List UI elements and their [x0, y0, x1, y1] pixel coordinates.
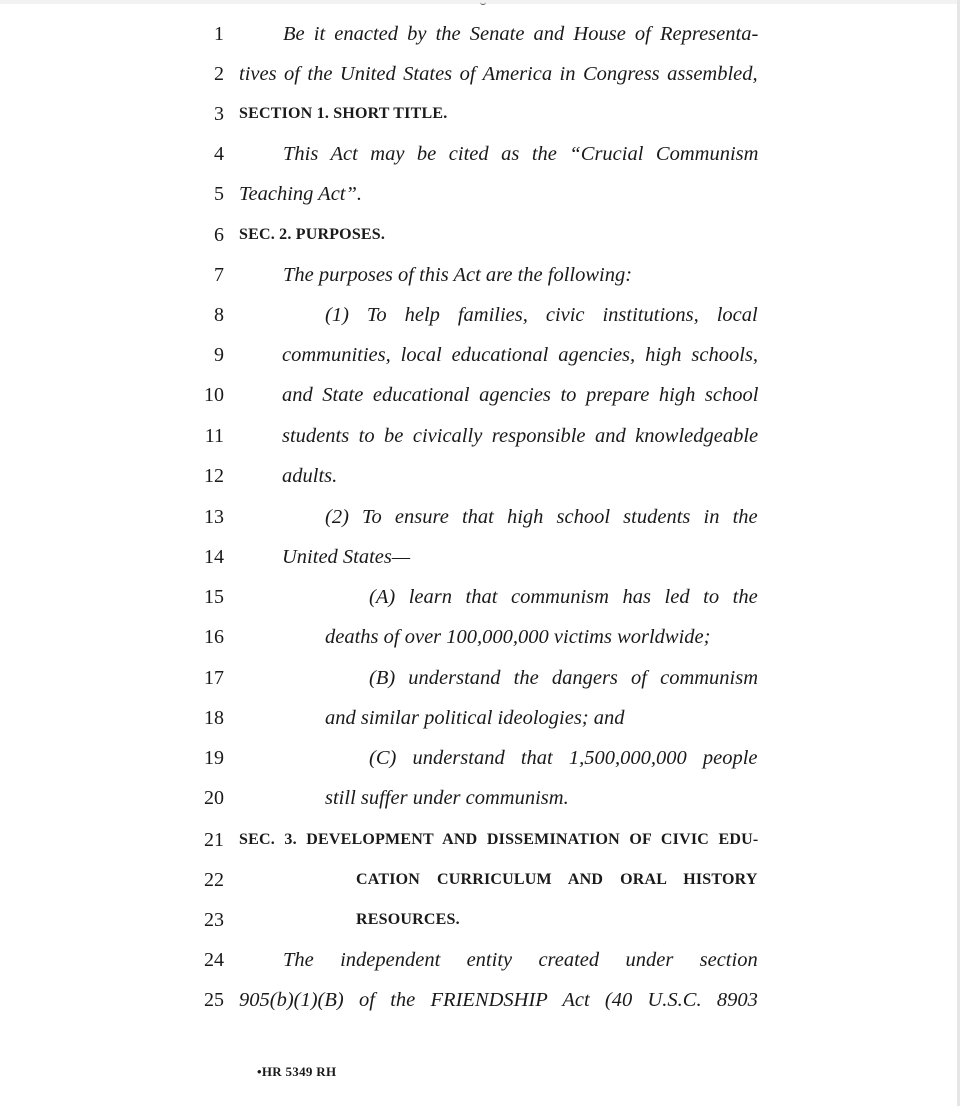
line-number: 17 — [204, 667, 224, 689]
line-number: 20 — [204, 787, 224, 809]
bill-line-12 — [0, 456, 960, 496]
page-top-mark — [480, 0, 486, 5]
line-number: 9 — [214, 344, 224, 366]
line-text: Teaching Act”. — [239, 183, 363, 205]
bill-line-3 — [0, 94, 960, 134]
line-text: (A) learn that communism has led to the — [369, 586, 758, 608]
line-number: 15 — [204, 586, 224, 608]
line-number: 6 — [214, 224, 224, 246]
line-number: 21 — [204, 829, 224, 851]
line-number: 1 — [214, 23, 224, 45]
line-number: 22 — [204, 869, 224, 891]
bill-line-2 — [0, 54, 960, 94]
line-text: tives of the United States of America in Congress assembled, — [239, 63, 758, 85]
bill-line-13 — [0, 497, 960, 537]
bill-line-19 — [0, 738, 960, 778]
line-text: and similar political ideologies; and — [325, 707, 625, 729]
line-number: 8 — [214, 304, 224, 326]
bill-line-10 — [0, 375, 960, 415]
line-text: The purposes of this Act are the following: — [283, 264, 633, 286]
line-number: 13 — [204, 506, 224, 528]
line-text: (1) To help families, civic institutions, local — [325, 304, 758, 326]
section-heading: SEC. 3. DEVELOPMENT AND DISSEMINATION OF CIVIC EDU- — [239, 831, 759, 848]
bill-line-4 — [0, 134, 960, 174]
bill-line-7 — [0, 255, 960, 295]
line-number: 14 — [204, 546, 224, 568]
line-number: 7 — [214, 264, 224, 286]
bill-identifier-footer: •HR 5349 RH — [257, 1064, 337, 1079]
section-heading: SECTION 1. SHORT TITLE. — [239, 105, 448, 122]
bill-line-1 — [0, 14, 960, 54]
line-text: United States— — [282, 546, 411, 568]
line-number: 23 — [204, 909, 224, 931]
line-number: 10 — [204, 384, 224, 406]
bill-line-24 — [0, 940, 960, 980]
line-number: 2 — [214, 63, 224, 85]
line-number: 11 — [204, 425, 224, 447]
line-text: communities, local educational agencies, high schools, — [282, 344, 759, 366]
line-text: students to be civically responsible and knowledgeable — [282, 425, 759, 447]
line-text: (C) understand that 1,500,000,000 people — [369, 747, 758, 769]
line-number: 18 — [204, 707, 224, 729]
bill-line-11 — [0, 416, 960, 456]
line-number: 19 — [204, 747, 224, 769]
bill-line-14 — [0, 537, 960, 577]
section-heading: SEC. 2. PURPOSES. — [239, 226, 386, 243]
line-text: and State educational agencies to prepare high school — [282, 384, 759, 406]
bill-line-20 — [0, 778, 960, 818]
line-number: 24 — [204, 949, 224, 971]
bill-line-21 — [0, 820, 960, 860]
section-heading: CATION CURRICULUM AND ORAL HISTORY — [356, 871, 758, 888]
line-number: 5 — [214, 183, 224, 205]
line-text: (B) understand the dangers of communism — [369, 667, 759, 689]
line-text: The independent entity created under section — [283, 949, 758, 971]
bill-line-6 — [0, 215, 960, 255]
line-text: Be it enacted by the Senate and House of Representa- — [283, 23, 759, 45]
line-text: (2) To ensure that high school students in the — [325, 506, 758, 528]
bill-line-16 — [0, 617, 960, 657]
line-number: 12 — [204, 465, 224, 487]
bill-line-5 — [0, 174, 960, 214]
bill-line-8 — [0, 295, 960, 335]
bill-line-9 — [0, 335, 960, 375]
line-number: 4 — [214, 143, 224, 165]
bill-line-25 — [0, 980, 960, 1020]
line-text: adults. — [282, 465, 338, 487]
line-text: deaths of over 100,000,000 victims worldwide; — [325, 626, 711, 648]
line-number: 16 — [204, 626, 224, 648]
bill-line-23 — [0, 900, 960, 940]
bill-line-18 — [0, 698, 960, 738]
line-text: still suffer under communism. — [325, 787, 569, 809]
bill-line-17 — [0, 658, 960, 698]
line-text: 905(b)(1)(B) of the FRIENDSHIP Act (40 U.S.C. 8903 — [239, 989, 758, 1011]
section-heading: RESOURCES. — [356, 911, 460, 928]
line-text: This Act may be cited as the “Crucial Communism — [283, 143, 759, 165]
line-number: 3 — [214, 103, 224, 125]
bill-line-22 — [0, 860, 960, 900]
line-number: 25 — [204, 989, 224, 1011]
bill-line-15 — [0, 577, 960, 617]
